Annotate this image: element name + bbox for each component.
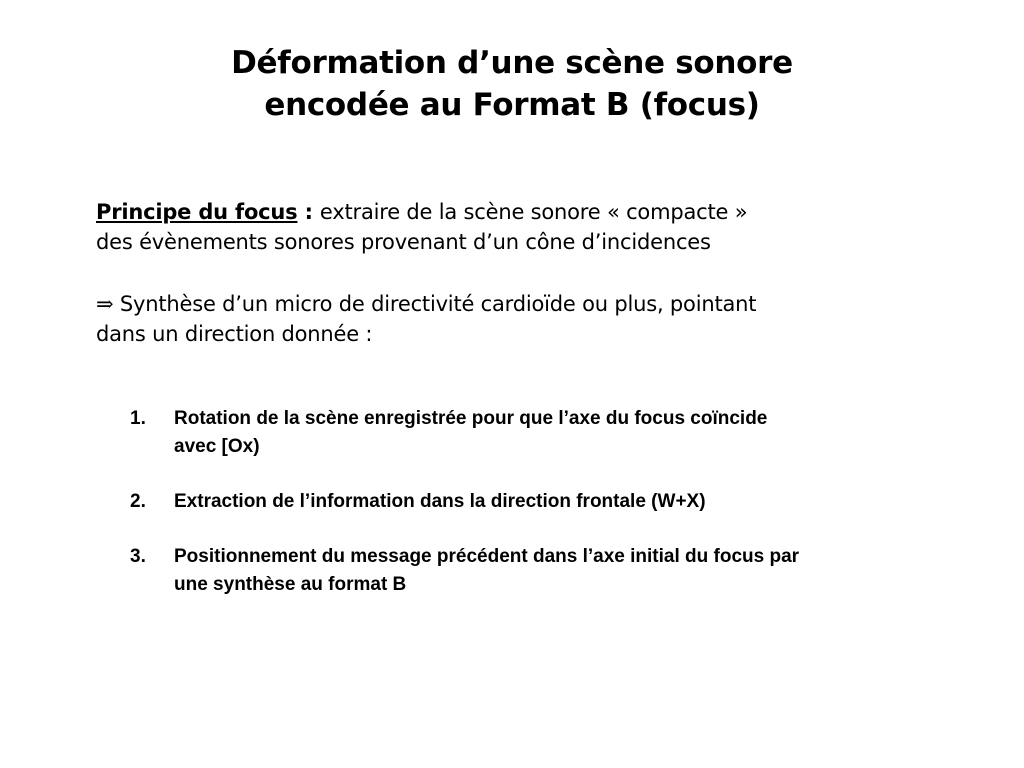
slide-title-line-2: encodée au Format B (focus) [264,87,760,123]
step-text [174,488,940,516]
step-number: 2. [130,491,146,512]
principle-colon: : [297,200,320,224]
step-text-line-2: avec [Ox) [174,436,260,457]
synthesis-text-line-1: Synthèse d’un micro de directivité cardioïde ou plus, pointant [113,292,757,316]
step-text-line-1: Extraction de l’information dans la direction frontale (W+X) [174,491,706,512]
principle-text-line-1: extraire de la scène sonore « compacte » [319,200,748,224]
steps-list [130,405,940,626]
list-item [130,405,940,461]
slide-title [100,42,924,126]
principle-paragraph [96,197,946,257]
synthesis-line-1 [96,289,946,319]
principle-text-line-2: des évènements sonores provenant d’un cône d’incidences [96,230,711,254]
step-text-line-1: Rotation de la scène enregistrée pour que l’axe du focus coïncide [174,408,768,429]
list-item [130,543,940,599]
step-number: 3. [130,546,146,567]
step-text-line-2: une synthèse au format B [174,574,407,595]
step-text [174,543,940,599]
slide-title-line-1: Déformation d’une scène sonore [231,45,793,81]
synthesis-paragraph [96,289,946,349]
step-number: 1. [130,408,146,429]
step-text-line-1: Positionnement du message précédent dans l’axe initial du focus par [174,546,800,567]
implies-arrow-icon: ⇒ [96,292,114,316]
list-item [130,488,940,516]
synthesis-text-line-2: dans un direction donnée : [96,322,373,346]
principle-line-1 [96,197,946,227]
step-text [174,405,940,461]
principle-label: Principe du focus [96,200,298,224]
